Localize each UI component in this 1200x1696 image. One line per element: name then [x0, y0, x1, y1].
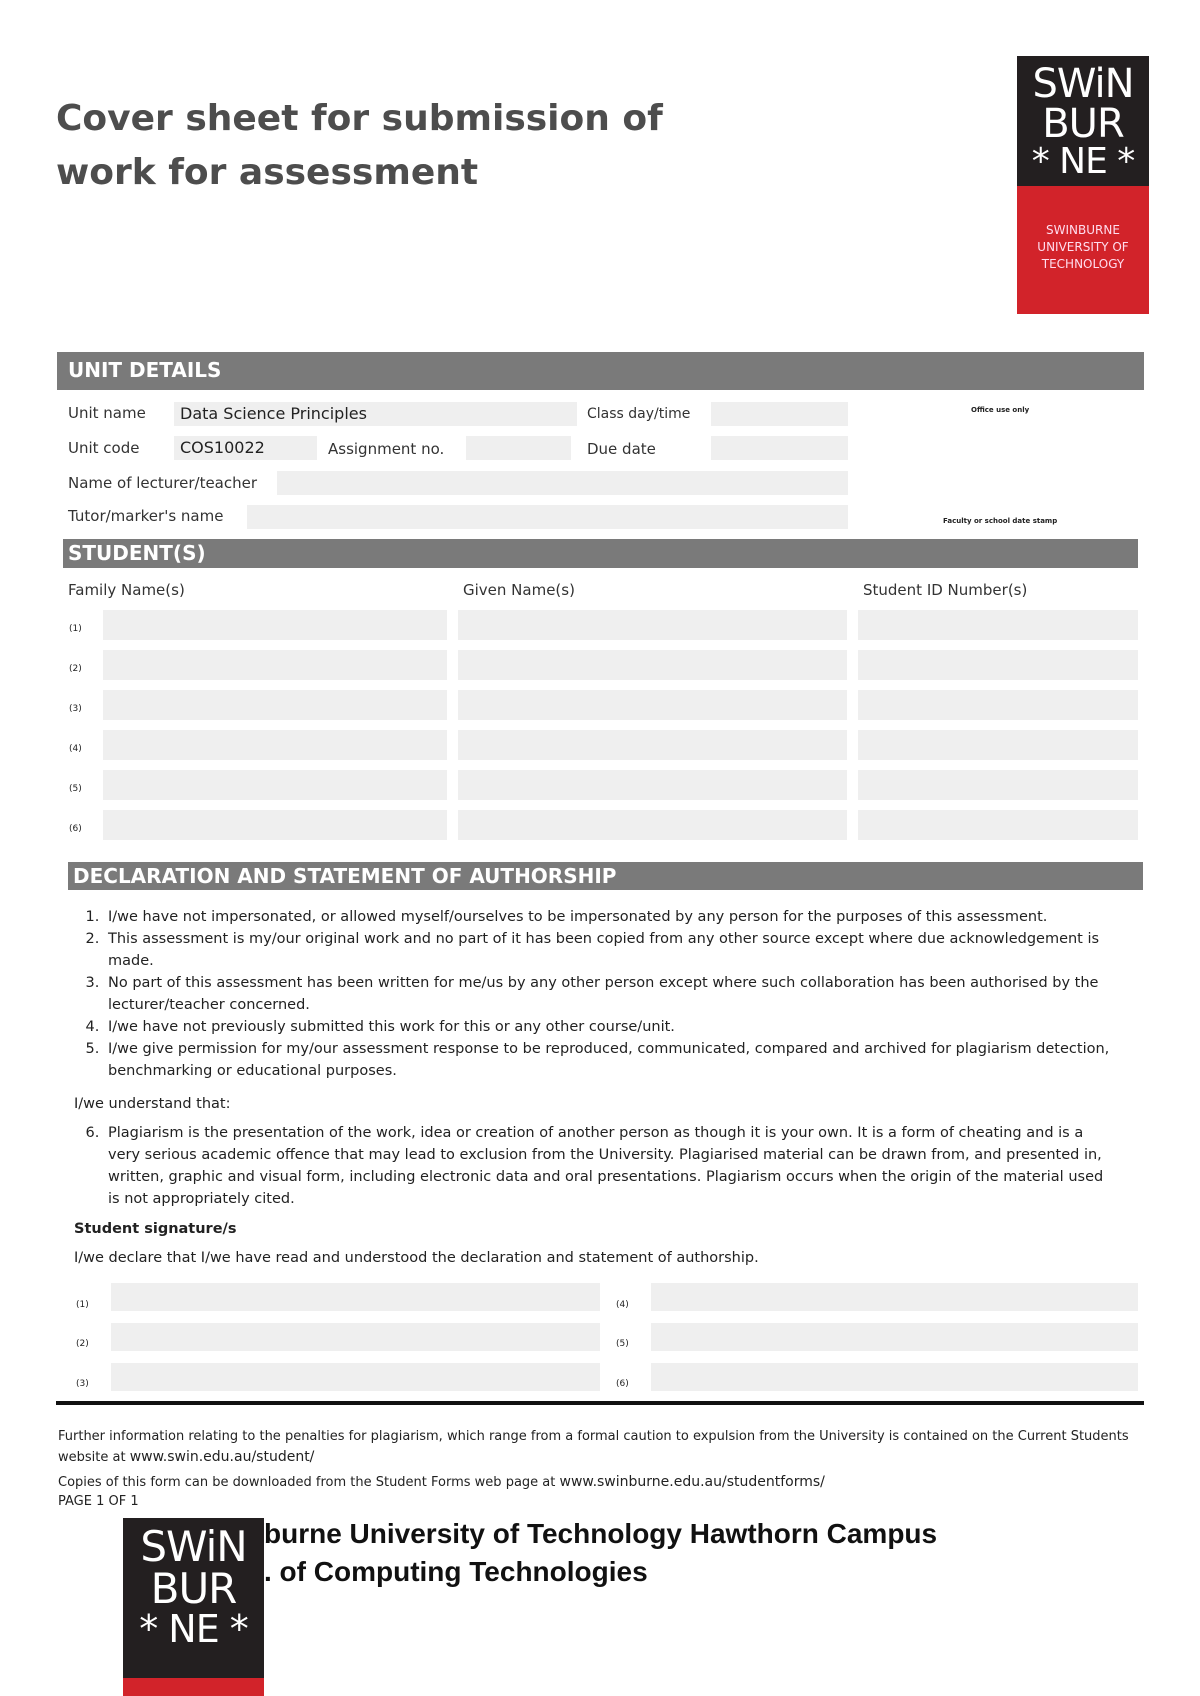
students-heading: STUDENT(S)	[63, 539, 1138, 568]
sig-number: (5)	[616, 1339, 629, 1349]
family-name-field[interactable]	[103, 610, 447, 640]
row-number: (6)	[69, 824, 82, 834]
declaration-heading: DECLARATION AND STATEMENT OF AUTHORSHIP	[68, 862, 1143, 890]
declaration-body	[74, 906, 1116, 1269]
swinburne-logo	[1017, 56, 1149, 314]
logo-line-3: * NE *	[139, 1607, 248, 1651]
footer-info-link[interactable]: www.swin.edu.au/student/	[129, 1449, 315, 1465]
row-number: (1)	[69, 624, 82, 634]
signature-field[interactable]	[651, 1323, 1138, 1351]
logo-sub-1: SWINBURNE	[1046, 223, 1120, 237]
class-day-time-field[interactable]	[711, 402, 848, 426]
row-number: (2)	[69, 664, 82, 674]
signature-field[interactable]	[651, 1363, 1138, 1391]
family-name-field[interactable]	[103, 730, 447, 760]
logo-line-2: BUR	[1042, 101, 1124, 147]
signature-field[interactable]	[651, 1283, 1138, 1311]
declaration-list	[74, 906, 1116, 1082]
assignment-no-field[interactable]	[466, 436, 571, 460]
declaration-item: 4. I/we have not previously submitted this work for this or any other course/unit.	[104, 1016, 1116, 1038]
logo-red-block	[1017, 186, 1149, 314]
footer-copies-text: Copies of this form can be downloaded from the Student Forms web page at	[58, 1475, 556, 1490]
logo-line-1: SWiN	[140, 1522, 247, 1571]
declaration-item: 3. No part of this assessment has been written for me/us by any other person except where such collaboration has been authorised by the lecturer/teacher concerned.	[104, 972, 1116, 1016]
student-id-field[interactable]	[858, 610, 1138, 640]
footer-copies-link[interactable]: www.swinburne.edu.au/studentforms/	[559, 1474, 825, 1490]
given-name-field[interactable]	[458, 770, 847, 800]
declaration-item: 2. This assessment is my/our original work and no part of it has been copied from any other source except where due acknowledgement is made.	[104, 928, 1116, 972]
footer-copies	[58, 1472, 1144, 1493]
unit-code-field[interactable]: COS10022	[174, 436, 317, 460]
student-id-header: Student ID Number(s)	[863, 581, 1028, 599]
sig-number: (1)	[76, 1300, 89, 1310]
student-id-field[interactable]	[858, 650, 1138, 680]
page-number: PAGE 1 OF 1	[58, 1494, 139, 1509]
student-id-field[interactable]	[858, 770, 1138, 800]
sig-number: (6)	[616, 1379, 629, 1389]
sig-number: (4)	[616, 1300, 629, 1310]
row-number: (4)	[69, 744, 82, 754]
lecturer-label: Name of lecturer/teacher	[68, 474, 258, 492]
school-heading: . of Computing Technologies	[264, 1556, 648, 1587]
declaration-list-2	[74, 1122, 1116, 1210]
title-line-1: Cover sheet for submission of	[56, 98, 663, 139]
family-name-field[interactable]	[103, 650, 447, 680]
unit-details-heading: UNIT DETAILS	[57, 352, 1144, 390]
due-date-field[interactable]	[711, 436, 848, 460]
sig-number: (2)	[76, 1339, 89, 1349]
logo-line-3: * NE *	[1031, 141, 1135, 182]
due-date-label: Due date	[587, 440, 656, 458]
unit-code-label: Unit code	[68, 439, 140, 457]
signature-field[interactable]	[111, 1363, 600, 1391]
declaration-item: 6. Plagiarism is the presentation of the work, idea or creation of another person as though it is your own. It is a form of cheating and is a very serious academic offence that may lead to exclusion from the University. Plagiarised material can be drawn from, and presented in, written, graphic and visual form, including electronic data and oral presentations. Plagiarism occurs when the origin of the material used is not appropriately cited.	[104, 1122, 1116, 1210]
tutor-label: Tutor/marker's name	[68, 507, 224, 525]
given-name-header: Given Name(s)	[463, 581, 575, 599]
logo-line-2: BUR	[150, 1564, 237, 1613]
footer-info	[58, 1427, 1144, 1468]
given-name-field[interactable]	[458, 810, 847, 840]
family-name-field[interactable]	[103, 770, 447, 800]
swinburne-logo-bottom	[123, 1518, 264, 1696]
family-name-field[interactable]	[103, 810, 447, 840]
page-title	[56, 92, 676, 200]
given-name-field[interactable]	[458, 690, 847, 720]
signature-field[interactable]	[111, 1283, 600, 1311]
assignment-no-label: Assignment no.	[328, 440, 445, 458]
student-id-field[interactable]	[858, 690, 1138, 720]
student-id-field[interactable]	[858, 810, 1138, 840]
class-day-time-label: Class day/time	[587, 406, 691, 422]
family-name-field[interactable]	[103, 690, 447, 720]
signature-heading: Student signature/s	[74, 1221, 237, 1237]
given-name-field[interactable]	[458, 650, 847, 680]
row-number: (5)	[69, 784, 82, 794]
given-name-field[interactable]	[458, 610, 847, 640]
unit-name-label: Unit name	[68, 404, 146, 422]
logo-sub-2: UNIVERSITY OF	[1037, 240, 1129, 254]
sig-number: (3)	[76, 1379, 89, 1389]
row-number: (3)	[69, 704, 82, 714]
logo-sub-3: TECHNOLOGY	[1041, 257, 1125, 271]
signature-statement: I/we declare that I/we have read and understood the declaration and statement of authorship.	[74, 1250, 759, 1266]
family-name-header: Family Name(s)	[68, 581, 185, 599]
lecturer-field[interactable]	[277, 471, 848, 495]
footer-info-text: Further information relating to the penalties for plagiarism, which range from a formal caution to expulsion from the University is contained on the Current Students website at	[58, 1429, 1129, 1465]
given-name-field[interactable]	[458, 730, 847, 760]
footer-divider	[56, 1401, 1144, 1405]
logo-red-block	[123, 1678, 264, 1696]
understand-text: I/we understand that:	[74, 1096, 231, 1112]
signature-field[interactable]	[111, 1323, 600, 1351]
office-use-label: Office use only	[971, 406, 1030, 414]
campus-heading: burne University of Technology Hawthorn Campus	[264, 1518, 938, 1549]
declaration-item: 1. I/we have not impersonated, or allowed myself/ourselves to be impersonated by any person for the purposes of this assessment.	[104, 906, 1116, 928]
date-stamp-label: Faculty or school date stamp	[943, 517, 1058, 525]
logo-line-1: SWiN	[1032, 61, 1134, 107]
student-id-field[interactable]	[858, 730, 1138, 760]
title-line-2: work for assessment	[56, 152, 479, 193]
tutor-field[interactable]	[247, 505, 848, 529]
declaration-item: 5. I/we give permission for my/our assessment response to be reproduced, communicated, compared and archived for plagiarism detection, benchmarking or educational purposes.	[104, 1038, 1116, 1082]
unit-name-field[interactable]: Data Science Principles	[174, 402, 577, 426]
